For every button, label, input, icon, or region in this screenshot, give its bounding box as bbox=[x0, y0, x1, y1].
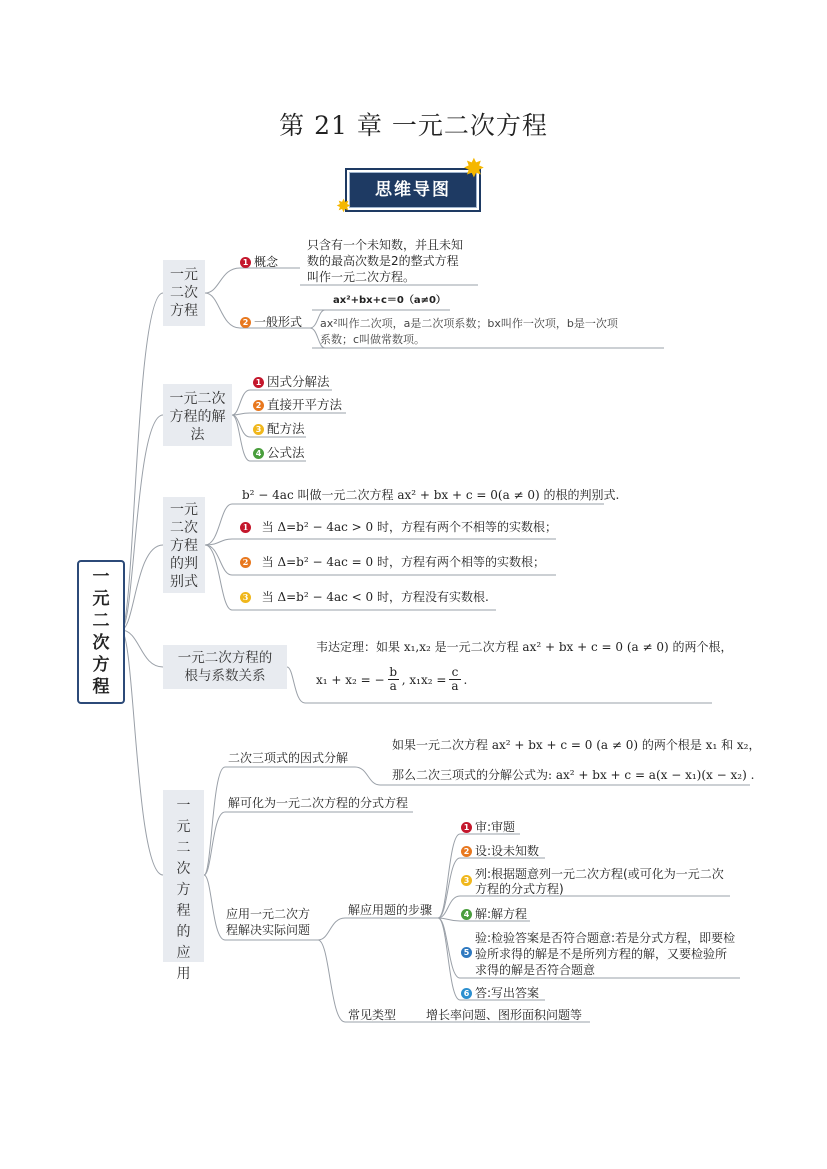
step-5-line-3: 求得的解是否符合题意 bbox=[475, 963, 596, 977]
category-definition bbox=[163, 260, 205, 326]
discriminant-case-1 bbox=[240, 519, 557, 535]
number-1-icon: 1 bbox=[461, 822, 472, 833]
page-title: 第 21 章 一元二次方程 bbox=[279, 111, 548, 140]
common-types-text: 增长率问题、图形面积问题等 bbox=[426, 1008, 583, 1022]
vieta-sum-lhs: x₁ + x₂ = − bbox=[316, 672, 385, 687]
factorization-line-1: 如果一元二次方程 ax² + bx + c = 0 (a ≠ 0) 的两个根是 x₁ 和 x₂， bbox=[392, 738, 761, 752]
solution-item-4-label: 公式法 bbox=[267, 445, 305, 460]
step-6 bbox=[461, 985, 539, 1001]
solution-item-3 bbox=[253, 421, 305, 437]
number-4-icon: 4 bbox=[461, 909, 472, 920]
concept-label-text: 概念 bbox=[254, 255, 279, 269]
number-3-icon: 3 bbox=[240, 592, 251, 603]
general-form-desc-2: 系数；c叫做常数项。 bbox=[320, 333, 426, 346]
step-1-text: 审:审题 bbox=[475, 820, 516, 834]
discriminant-case-2-text: 当 Δ=b² − 4ac = 0 时，方程有两个相等的实数根； bbox=[261, 555, 545, 569]
app-branch-practical-2: 程解决实际问题 bbox=[226, 923, 311, 937]
category-solutions bbox=[163, 384, 232, 446]
number-1-icon: 1 bbox=[240, 257, 251, 268]
vieta-end: . bbox=[463, 672, 468, 687]
vieta-fraction-product-den: a bbox=[451, 679, 459, 693]
app-branch-practical-1: 应用一元二次方 bbox=[226, 907, 311, 921]
general-form-label-text: 一般形式 bbox=[254, 315, 303, 329]
solution-item-4 bbox=[253, 445, 305, 461]
step-3-text-1: 列:根据题意列一元二次方程(或可化为一元二次 bbox=[475, 867, 724, 881]
mind-map-badge bbox=[345, 168, 481, 212]
vieta-formulas bbox=[316, 666, 467, 693]
concept-label bbox=[240, 254, 278, 270]
step-5-line-2: 验所求得的解是不是所列方程的解，又要检验所 bbox=[475, 947, 728, 961]
number-5-icon: 5 bbox=[461, 947, 472, 958]
general-form-desc-1: ax²叫作二次项，a是二次项系数；bx叫作一次项，b是一次项 bbox=[320, 317, 618, 330]
number-2-icon: 2 bbox=[253, 400, 264, 411]
category-discriminant bbox=[163, 497, 205, 593]
mind-map-badge-label: 思维导图 bbox=[375, 180, 451, 200]
step-2 bbox=[461, 843, 539, 859]
discriminant-case-2 bbox=[240, 554, 545, 570]
root-label: 一 元 二 次 方 程 bbox=[92, 567, 110, 697]
number-6-icon: 6 bbox=[461, 988, 472, 999]
number-3-icon: 3 bbox=[461, 875, 472, 886]
category-solutions-label: 一元二次 方程的解 法 bbox=[169, 391, 226, 443]
step-1 bbox=[461, 819, 515, 835]
step-6-text: 答:写出答案 bbox=[475, 986, 540, 1000]
solution-item-3-label: 配方法 bbox=[267, 421, 305, 436]
category-vieta-label: 一元二次方程的 根与系数关系 bbox=[177, 650, 273, 684]
number-2-icon: 2 bbox=[461, 846, 472, 857]
vieta-product-lhs: , x₁x₂ = bbox=[401, 672, 447, 687]
number-1-icon: 1 bbox=[240, 522, 251, 533]
discriminant-case-3 bbox=[240, 589, 489, 605]
number-3-icon: 3 bbox=[253, 424, 264, 435]
discriminant-intro: b² − 4ac 叫做一元二次方程 ax² + bx + c = 0(a ≠ 0) 的根的判别式. bbox=[242, 488, 620, 502]
number-4-icon: 4 bbox=[253, 448, 264, 459]
steps-label: 解应用题的步骤 bbox=[348, 903, 433, 917]
solution-item-2-label: 直接开平方法 bbox=[267, 397, 343, 412]
number-2-icon: 2 bbox=[240, 317, 251, 328]
category-applications-label: 一 元 二 次 方 程 的 应 用 bbox=[176, 798, 191, 982]
number-2-icon: 2 bbox=[240, 557, 251, 568]
solution-item-2 bbox=[253, 397, 342, 413]
discriminant-case-3-text: 当 Δ=b² − 4ac < 0 时，方程没有实数根. bbox=[261, 590, 489, 604]
solution-item-1 bbox=[253, 374, 330, 390]
step-3-line-2: 方程的分式方程) bbox=[475, 882, 564, 896]
discriminant-case-1-text: 当 Δ=b² − 4ac > 0 时，方程有两个不相等的实数根； bbox=[261, 520, 557, 534]
general-form-label bbox=[240, 314, 302, 330]
category-applications bbox=[163, 790, 204, 982]
vieta-statement: 韦达定理：如果 x₁,x₂ 是一元二次方程 ax² + bx + c = 0 (a ≠ 0) 的两个根， bbox=[316, 640, 733, 654]
category-vieta bbox=[163, 645, 287, 689]
common-types-label: 常见类型 bbox=[348, 1008, 397, 1022]
step-5-text-1: 验:检验答案是否符合题意:若是分式方程，即要检 bbox=[475, 931, 736, 945]
general-form-formula: ax²+bx+c＝0（a≠0） bbox=[333, 295, 446, 306]
category-definition-label: 一元 二次 方程 bbox=[170, 267, 198, 319]
star-icon: ✸ bbox=[463, 154, 485, 184]
step-2-text: 设:设未知数 bbox=[475, 844, 540, 858]
vieta-fraction-product-num: c bbox=[451, 665, 459, 679]
factorization-line-2: 那么二次三项式的分解公式为: ax² + bx + c = a(x − x₁)(x − x₂) . bbox=[392, 768, 755, 782]
step-3 bbox=[461, 866, 724, 885]
step-4-text: 解:解方程 bbox=[475, 907, 528, 921]
concept-text-2: 数的最高次数是2的整式方程 bbox=[307, 254, 459, 268]
vieta-fraction-sum-num: b bbox=[389, 665, 397, 679]
concept-text-1: 只含有一个未知数，并且未知 bbox=[307, 238, 464, 252]
vieta-fraction-sum bbox=[388, 666, 399, 693]
concept-text-3: 叫作一元二次方程。 bbox=[307, 270, 416, 284]
app-branch-fractional: 解可化为一元二次方程的分式方程 bbox=[228, 796, 409, 810]
category-discriminant-label: 一元 二次 方程 的判 别式 bbox=[170, 502, 198, 590]
vieta-fraction-sum-den: a bbox=[389, 679, 397, 693]
step-4 bbox=[461, 906, 527, 922]
solution-item-1-label: 因式分解法 bbox=[267, 374, 330, 389]
star-icon: ✸ bbox=[336, 196, 352, 217]
number-1-icon: 1 bbox=[253, 377, 264, 388]
vieta-fraction-product bbox=[449, 666, 460, 693]
root-node bbox=[77, 560, 125, 704]
app-branch-factorization: 二次三项式的因式分解 bbox=[228, 751, 349, 765]
